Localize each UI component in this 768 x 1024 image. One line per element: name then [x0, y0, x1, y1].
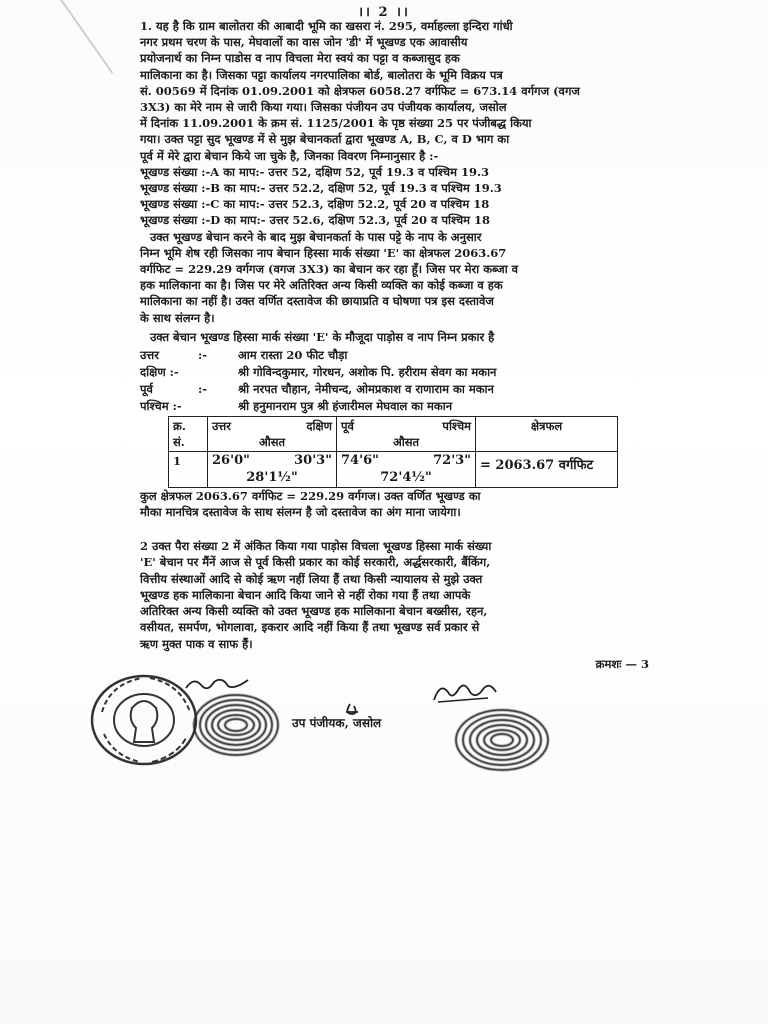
- p1b-line: हक मालिकाना का है। जिस पर मेरे अतिरिक्त अन्य किसी व्यक्ति का कोई कब्जा व हक: [140, 278, 503, 293]
- p1b-line: निम्न भूमि शेष रही जिसका नाप बेचान हिस्सा मार्क संख्या 'E' का क्षेत्रफल 2063.67: [140, 245, 507, 260]
- p2-line: भूखण्ड हक मालिकाना बेचान आदि किया जाने से नहीं रोका गया हैं तथा आपके: [140, 587, 471, 602]
- plot-measure-c: भूखण्ड संख्या :-C का माप:- उत्तर 52.3, दक्षिण 52.2, पूर्व 20 व पश्चिम 18: [140, 197, 490, 212]
- paragraph-1-continued: [140, 229, 655, 345]
- cell-north-south: 26'0" 30'3" 28'1½": [208, 452, 337, 487]
- p1b-line: उक्त बेचान भूखण्ड हिस्सा मार्क संख्या 'E' के मौजूदा पाड़ोस व नाप निम्न प्रकार है: [150, 329, 495, 344]
- p2-line: ऋण मुक्त पाक व साफ हैं।: [140, 636, 253, 651]
- header-north-south: उत्तर दक्षिण औसत: [208, 417, 337, 452]
- p2-line: 2 उक्त पैरा संख्या 2 में अंकित किया गया पाड़ोस विचला भूखण्ड हिस्सा मार्क संख्या: [140, 539, 492, 554]
- p1-line: प्रयोजनार्थ का निम्न पाडोस व नाप विचला मेरा स्वयं का पट्टा व कब्जासुद हक: [140, 51, 460, 66]
- cell-serial: 1: [169, 452, 208, 487]
- executant-signature: [430, 680, 500, 706]
- paragraph-number: 2: [140, 539, 149, 554]
- p2-line: वित्तीय संस्थाओं आदि से कोई ऋण नहीं लिया हैं तथा किसी न्यायालय से मुझे उक्त: [140, 571, 483, 586]
- p1-line: 3X3) का मेरे नाम से जारी किया गया। जिसका पंजीयन उप पंजीयक कार्यालय, जसोल: [140, 100, 507, 115]
- page-number: ।। 2 ।।: [358, 5, 410, 20]
- p1b-line: वर्गफिट = 229.29 वर्गगज (वगज 3X3) का बेचान कर रहा हूँ। जिस पर मेरा कब्जा व: [140, 262, 519, 277]
- total-line: मौका मानचित्र दस्तावेज के साथ संलग्न है जो दस्तावेज का अंग माना जायेगा।: [140, 505, 461, 520]
- boundary-north: उत्तर :- आम रास्ता 20 फीट चौड़ा: [140, 348, 348, 363]
- total-line: कुल क्षेत्रफल 2063.67 वर्गफिट = 229.29 वर्गगज। उक्त वर्णित भूखण्ड का: [140, 488, 481, 503]
- p1-line: पूर्व में मेरे द्वारा बेचान किये जा चुके है, जिनका विवरण निम्नानुसार है :-: [140, 148, 439, 163]
- total-area-lines: [140, 488, 655, 520]
- p1-line: गया। उक्त पट्टा सुद भूखण्ड में से मुझ बेचानकर्ता द्वारा भूखण्ड A, B, C, व D भाग का: [140, 132, 510, 147]
- cell-area: = 2063.67 वर्गफिट: [476, 452, 618, 487]
- p1-line: 1. यह है कि ग्राम बालोतरा की आबादी भूमि का खसरा नं. 295, वर्माहल्ला इन्दिरा गांधी: [140, 19, 513, 33]
- boundary-east: पूर्व :- श्री नरपत चौहान, नेमीचन्द, ओमप्रकाश व राणाराम का मकान: [140, 382, 494, 397]
- p2-line: वसीयत, समर्पण, भोगलावा, इकरार आदि नहीं किया हैं तथा भूखण्ड सर्व प्रकार से: [140, 620, 480, 635]
- p1-line: सं. 00569 में दिनांक 01.09.2001 को क्षेत्रफल 6058.27 वर्गफिट = 673.14 वर्गगज (वगज: [140, 83, 580, 98]
- table-header-row: [169, 417, 618, 452]
- p2-line: अतिरिक्त अन्य किसी व्यक्ति को उक्त भूखण्ड हक मालिकाना बेचान बख्सीस, रहन,: [140, 604, 488, 619]
- cell-east-west: 74'6" 72'3" 72'4½": [337, 452, 476, 487]
- plot-measure-a: भूखण्ड संख्या :-A का माप:- उत्तर 52, दक्षिण 52, पूर्व 19.3 व पश्चिम 19.3: [140, 164, 489, 179]
- paragraph-1-lines: [140, 18, 655, 164]
- paragraph-2: [140, 538, 655, 672]
- p1b-line: मालिकाना का नहीं है। उक्त वर्णित दस्तावेज की छायाप्रति व घोषणा पत्र इस दस्तावेज: [140, 294, 494, 309]
- p1-line: नगर प्रथम चरण के पास, मेघवालों का वास जोन 'डी' में भूखण्ड एक आवासीय: [140, 35, 468, 50]
- table-row: [169, 452, 618, 487]
- header-area: क्षेत्रफल: [476, 417, 618, 452]
- header-serial: क्र. सं.: [169, 417, 208, 452]
- boundary-west: पश्चिम :- श्री हनुमानराम पुत्र श्री हंजारीमल मेघवाल का मकान: [140, 399, 453, 414]
- plot-measure-d: भूखण्ड संख्या :-D का माप:- उत्तर 52.6, दक्षिण 52.3, पूर्व 20 व पश्चिम 18: [140, 213, 491, 228]
- p2-line: 'E' बेचान पर मैंनें आज से पूर्व किसी प्रकार का कोई सरकारी, अर्द्धसरकारी, बैंकिंग,: [140, 555, 491, 570]
- thumb-impression-right: [452, 705, 552, 775]
- signature-small: [182, 674, 252, 694]
- p1-line: में दिनांक 11.09.2001 के क्रम सं. 1125/2001 के पृष्ठ संख्या 25 पर पंजीबद्ध किया: [140, 116, 532, 131]
- p1b-line: उक्त भूखण्ड बेचान करने के बाद मुझ बेचानकर्ता के पास पट्टे के नाप के अनुसार: [150, 229, 482, 244]
- plot-measure-b: भूखण्ड संख्या :-B का माप:- उत्तर 52.2, दक्षिण 52, पूर्व 19.3 व पश्चिम 19.3: [140, 181, 502, 196]
- p1b-line: के साथ संलग्न है।: [140, 310, 215, 325]
- sub-registrar-label: उप पंजीयक, जसोल: [292, 716, 382, 730]
- boundary-list: [140, 347, 655, 415]
- p1-line: मालिकाना का है। जिसका पट्टा कार्यालय नगरपालिका बोर्ड, बालोतरा के भूमि विक्रय पत्र: [140, 67, 503, 82]
- header-east-west: पूर्व पश्चिम औसत: [337, 417, 476, 452]
- paragraph-1: [140, 18, 655, 520]
- dimension-table: [168, 416, 618, 488]
- thumb-impression-left: [190, 690, 282, 760]
- boundary-south: दक्षिण :- श्री गोविन्दकुमार, गोरधन, अशोक पि. हरीराम सेवग का मकान: [140, 365, 497, 380]
- document-body: [140, 18, 655, 672]
- continuation-marker: क्रमशः — 3: [595, 656, 649, 671]
- paragraph-number: 1.: [140, 19, 153, 33]
